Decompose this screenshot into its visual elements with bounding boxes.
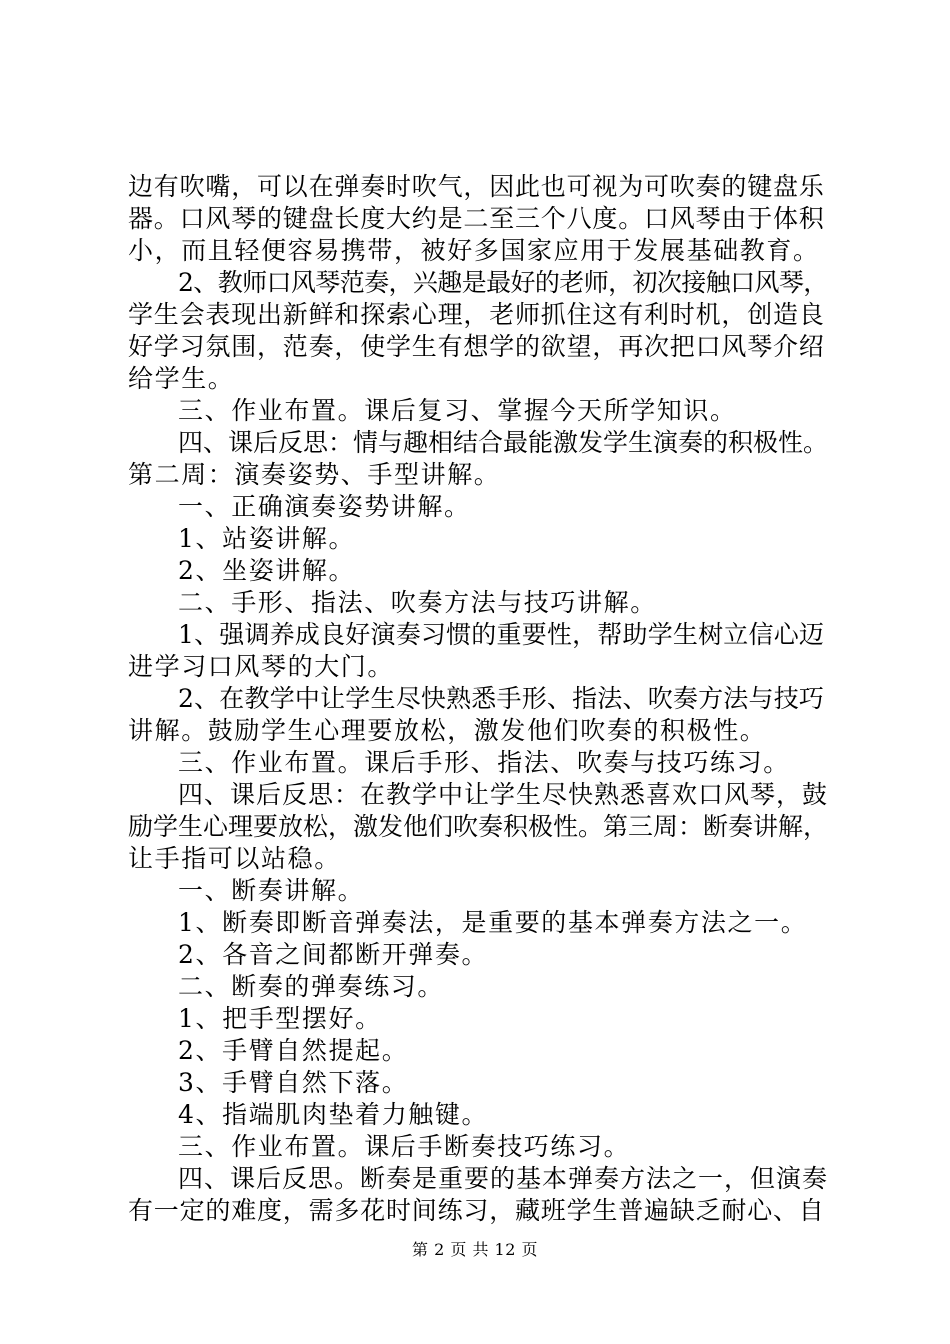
text-line: 一、断奏讲解。 bbox=[178, 876, 365, 905]
text-line: 小，而且轻便容易携带，被好多国家应用于发展基础教育。 bbox=[128, 236, 820, 265]
text-line: 1、把手型摆好。 bbox=[178, 1004, 382, 1033]
page-footer: 第 2 页 共 12 页 bbox=[412, 1240, 538, 1259]
text-line: 2、各音之间都断开弹奏。 bbox=[178, 940, 489, 969]
text-line: 1、强调养成良好演奏习惯的重要性，帮助学生树立信心迈 bbox=[178, 620, 825, 649]
text-line: 四、课后反思：情与趣相结合最能激发学生演奏的积极性。 bbox=[178, 428, 829, 457]
text-line: 边有吹嘴，可以在弹奏时吹气，因此也可视为可吹奏的键盘乐 bbox=[128, 172, 825, 201]
text-line: 三、作业布置。课后手形、指法、吹奏与技巧练习。 bbox=[178, 748, 790, 777]
text-line: 1、站姿讲解。 bbox=[178, 524, 356, 553]
text-line: 进学习口风琴的大门。 bbox=[128, 652, 395, 681]
text-line: 二、断奏的弹奏练习。 bbox=[178, 972, 445, 1001]
text-line: 有一定的难度，需多花时间练习，藏班学生普遍缺乏耐心、自 bbox=[128, 1196, 825, 1225]
text-line: 2、坐姿讲解。 bbox=[178, 556, 356, 585]
text-line: 2、在教学中让学生尽快熟悉手形、指法、吹奏方法与技巧 bbox=[178, 684, 825, 713]
document-body bbox=[128, 171, 828, 1227]
text-line: 2、教师口风琴范奏，兴趣是最好的老师，初次接触口风琴， bbox=[178, 268, 828, 297]
text-line: 2、手臂自然提起。 bbox=[178, 1036, 409, 1065]
text-line: 学生会表现出新鲜和探索心理，老师抓住这有利时机，创造良 bbox=[128, 300, 825, 329]
text-line: 四、课后反思：在教学中让学生尽快熟悉喜欢口风琴，鼓 bbox=[178, 780, 829, 809]
text-line: 四、课后反思。断奏是重要的基本弹奏方法之一，但演奏 bbox=[178, 1164, 829, 1193]
text-line: 三、作业布置。课后手断奏技巧练习。 bbox=[178, 1132, 631, 1161]
text-line: 4、指端肌肉垫着力触键。 bbox=[178, 1100, 489, 1129]
text-line: 二、手形、指法、吹奏方法与技巧讲解。 bbox=[178, 588, 657, 617]
text-line: 讲解。鼓励学生心理要放松，激发他们吹奏的积极性。 bbox=[128, 716, 767, 745]
text-line: 器。口风琴的键盘长度大约是二至三个八度。口风琴由于体积 bbox=[128, 204, 825, 233]
text-line: 三、作业布置。课后复习、掌握今天所学知识。 bbox=[178, 396, 737, 425]
text-line: 让手指可以站稳。 bbox=[128, 844, 341, 873]
text-line: 给学生。 bbox=[128, 364, 235, 393]
text-line: 第二周：演奏姿势、手型讲解。 bbox=[128, 460, 501, 489]
text-line: 3、手臂自然下落。 bbox=[178, 1068, 409, 1097]
text-line: 1、断奏即断音弹奏法，是重要的基本弹奏方法之一。 bbox=[178, 908, 808, 937]
text-line: 一、正确演奏姿势讲解。 bbox=[178, 492, 471, 521]
text-line: 好学习氛围，范奏，使学生有想学的欲望，再次把口风琴介绍 bbox=[128, 332, 825, 361]
text-line: 励学生心理要放松，激发他们吹奏积极性。第三周：断奏讲解， bbox=[128, 812, 829, 841]
